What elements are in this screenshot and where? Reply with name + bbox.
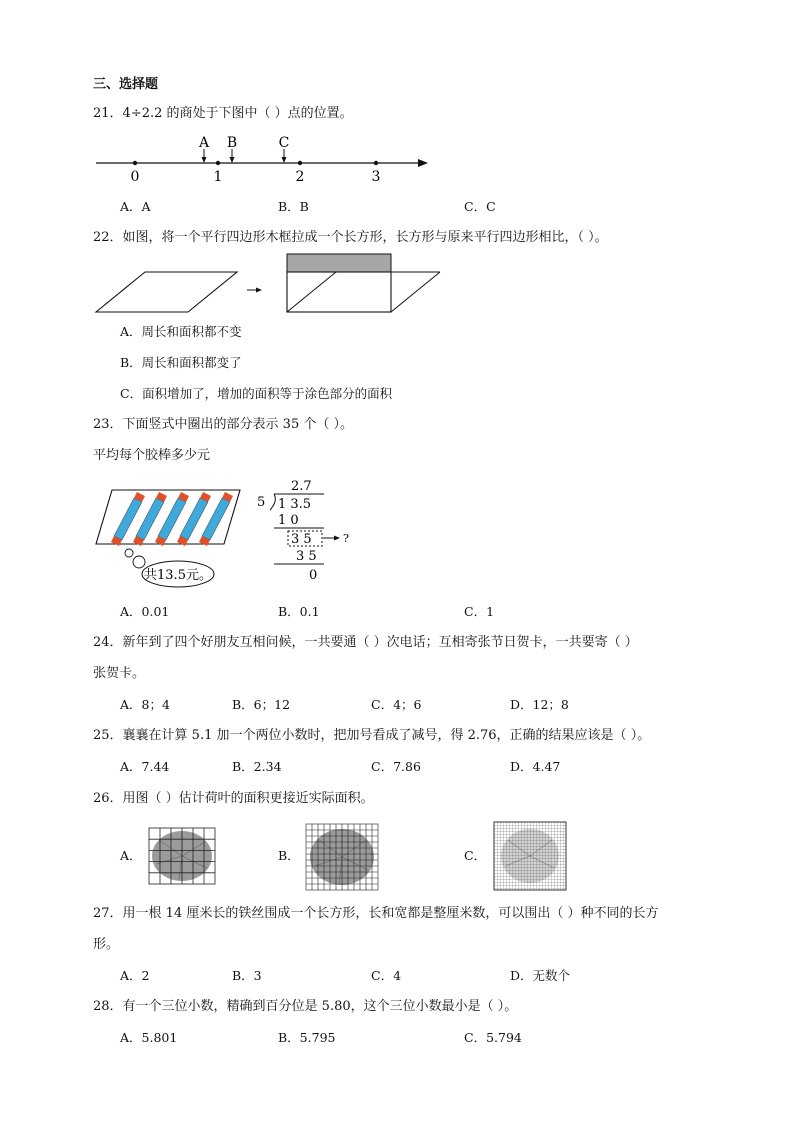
- shaded-region: [287, 254, 391, 272]
- q24-option-b[interactable]: B．6；12: [232, 697, 291, 712]
- division-dividend: 1 3.5: [278, 497, 312, 512]
- q26-option-c[interactable]: C．: [464, 848, 487, 863]
- q25-option-d[interactable]: D．4.47: [510, 759, 561, 774]
- nl-label-2: 2: [295, 169, 305, 185]
- division-divisor: 5: [257, 495, 266, 510]
- section-title: 三、选择题: [93, 77, 159, 92]
- parallelogram: [96, 272, 237, 312]
- division-remainder: 3 5: [291, 532, 312, 547]
- q22-figure: [0, 250, 794, 320]
- q24-option-d[interactable]: D．12；8: [510, 697, 569, 712]
- q27-option-b[interactable]: B．3: [232, 968, 262, 983]
- q27-option-c[interactable]: C．4: [371, 968, 402, 983]
- q21-option-c[interactable]: C．C: [464, 199, 496, 214]
- q24-stem-line2: 张贺卡。: [93, 666, 146, 681]
- svg-text:C: C: [278, 135, 290, 151]
- nl-label-1: 1: [213, 169, 223, 185]
- q22-option-b[interactable]: B．周长和面积都变了: [120, 355, 242, 370]
- q24-option-a[interactable]: A．8；4: [120, 697, 170, 712]
- q22-option-a[interactable]: A．周长和面积都不变: [120, 324, 242, 339]
- q21-option-b[interactable]: B．B: [278, 199, 309, 214]
- q25-stem: 25．襄襄在计算 5.1 加一个两位小数时，把加号看成了减号，得 2.76，正确的结果应该是（ ）。: [93, 728, 651, 743]
- q27-stem-line2: 形。: [93, 937, 120, 952]
- nl-point-a: [198, 135, 210, 163]
- q25-option-b[interactable]: B．2.34: [232, 759, 282, 774]
- division-step1: 1 0: [278, 513, 299, 528]
- leaf-grid-b: [306, 824, 378, 890]
- svg-text:A: A: [198, 135, 210, 151]
- q22-stem: 22．如图，将一个平行四边形木框拉成一个长方形，长方形与原来平行四边形相比，（ ）。: [93, 230, 608, 245]
- svg-text:B: B: [226, 135, 238, 151]
- rectangle: [287, 272, 391, 312]
- q23-option-c[interactable]: C．1: [464, 604, 495, 619]
- q28-option-a[interactable]: A．5.801: [120, 1030, 178, 1045]
- q25-option-c[interactable]: C．7.86: [371, 759, 421, 774]
- q28-option-c[interactable]: C．5.794: [464, 1030, 522, 1045]
- q22-option-c[interactable]: C．面积增加了，增加的面积等于涂色部分的面积: [120, 386, 393, 401]
- q21-number-line: [0, 130, 794, 190]
- division-arrow-label: ?: [343, 532, 349, 545]
- division-step2: 3 5: [296, 549, 317, 564]
- q28-stem: 28．有一个三位小数，精确到百分位是 5.80，这个三位小数最小是（ ）。: [93, 999, 518, 1014]
- q23-option-b[interactable]: B．0.1: [278, 604, 320, 619]
- q21-option-a[interactable]: A．A: [120, 199, 151, 214]
- q25-option-a[interactable]: A．7.44: [120, 759, 170, 774]
- glue-bubble-text: 共13.5元。: [144, 568, 212, 583]
- q24-option-c[interactable]: C．4；6: [371, 697, 422, 712]
- nl-label-0: 0: [130, 169, 140, 185]
- long-division: [254, 475, 374, 585]
- leaf-grid-a: [149, 828, 215, 884]
- q24-stem-line1: 24．新年到了四个好朋友互相问候，一共要通（ ）次电话；互相寄张节日贺卡，一共要寄（ ）: [93, 635, 638, 650]
- q26-option-b[interactable]: B．: [278, 848, 300, 863]
- glue-stick-figure: [96, 482, 256, 592]
- q26-stem: 26．用图（ ）估计荷叶的面积更接近实际面积。: [93, 791, 374, 806]
- leaf-grid-c: [494, 822, 566, 890]
- q27-stem-line1: 27．用一根 14 厘米长的铁丝围成一个长方形，长和宽都是整厘米数，可以围出（ ）种不同的长方: [93, 906, 659, 921]
- q23-subtitle: 平均每个胶棒多少元: [93, 448, 211, 463]
- q27-option-a[interactable]: A．2: [120, 968, 150, 983]
- q27-option-d[interactable]: D．无数个: [510, 968, 571, 983]
- q23-option-a[interactable]: A．0.01: [120, 604, 170, 619]
- q21-stem: 21．4÷2.2 的商处于下图中（ ）点的位置。: [93, 106, 353, 121]
- q26-option-a[interactable]: A．: [120, 848, 142, 863]
- nl-point-b: [227, 135, 237, 163]
- q28-option-b[interactable]: B．5.795: [278, 1030, 336, 1045]
- nl-point-c: [279, 135, 290, 163]
- division-final: 0: [309, 568, 318, 583]
- division-quotient: 2.7: [291, 479, 312, 494]
- q23-stem: 23．下面竖式中圈出的部分表示 35 个（ ）。: [93, 417, 353, 432]
- nl-label-3: 3: [371, 169, 381, 185]
